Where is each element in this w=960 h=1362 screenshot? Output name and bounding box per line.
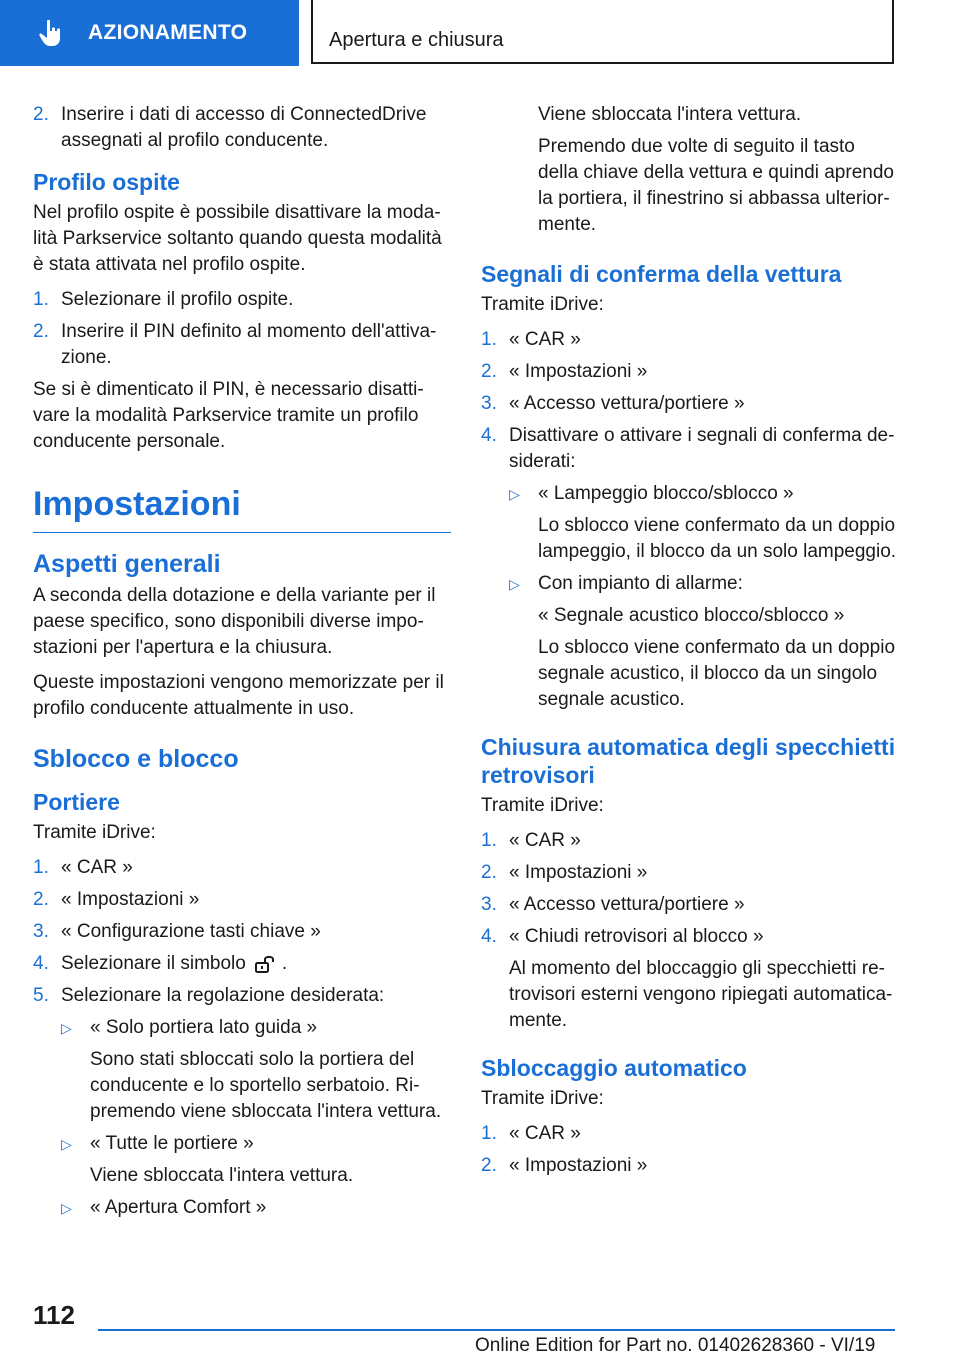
step-text: « CAR » (509, 329, 581, 350)
option-item (61, 1015, 451, 1041)
step-text: « Impostazioni » (509, 1155, 648, 1176)
option-description: Viene sbloccata l'intera vettura. (90, 1165, 354, 1186)
list-item (481, 423, 897, 475)
step-number: 2. (481, 862, 497, 883)
mirror-description: Al momento del bloccaggio gli specchietti retrovisori esterni vengono ripiegati automaticamente. (509, 958, 893, 1031)
step-number: 2. (33, 104, 49, 125)
auto-intro: Tramite iDrive: (481, 1088, 604, 1109)
step-text: Selezionare la regolazione desiderata: (61, 985, 385, 1006)
step-number: 1. (481, 1123, 497, 1144)
guest-paragraph: Nel profilo ospite è possibile disattivare la modalità Parkservice soltanto quando questa modalità è stata attivata nel profilo ospite. (33, 202, 442, 275)
list-item (481, 359, 897, 385)
step-number: 3. (33, 921, 49, 942)
option-item (509, 571, 897, 597)
option-label: « Tutte le portiere » (90, 1133, 254, 1154)
list-item (33, 887, 451, 913)
step-text-suffix: . (281, 953, 288, 974)
list-item (481, 1121, 897, 1147)
step-text: « Impostazioni » (61, 889, 200, 910)
list-item (33, 102, 451, 154)
page-header (0, 0, 960, 66)
section-title: Apertura e chiusura (329, 29, 504, 51)
option-description: Viene sbloccata l'intera vettura. (538, 104, 802, 125)
list-item (33, 951, 451, 977)
step-text: « Accesso vettura/portiere » (509, 894, 745, 915)
step-text: « Chiudi retrovisori al blocco » (509, 926, 764, 947)
step-text: « Impostazioni » (509, 361, 648, 382)
general-paragraph-1: A seconda della dotazione e della variante per il paese specifico, sono disponibili diverse impostazioni per l'apertura e la chiusura. (33, 585, 436, 658)
option-description: Lo sblocco viene confermato da un doppio segnale acustico, il blocco da un singolo segnale acustico. (538, 637, 896, 710)
step-text: Disattivare o attivare i segnali di conferma desiderati: (509, 425, 895, 472)
step-text (61, 951, 451, 977)
edition-note: Online Edition for Part no. 01402628360 - VI/19 (475, 1335, 876, 1356)
step-number: 4. (481, 425, 497, 446)
step-number: 1. (481, 329, 497, 350)
chapter-label: AZIONAMENTO (88, 21, 248, 44)
section-tab (311, 0, 894, 64)
unlocked-padlock-icon (254, 954, 276, 974)
triangle-bullet-icon: ▷ (61, 1136, 72, 1152)
list-item (481, 1153, 897, 1179)
list-item (481, 828, 897, 854)
main-heading: Impostazioni (33, 485, 451, 533)
mirror-intro: Tramite iDrive: (481, 795, 604, 816)
step-number: 5. (33, 985, 49, 1006)
step-text: « CAR » (509, 1123, 581, 1144)
step-text: Selezionare il profilo ospite. (61, 289, 294, 310)
option-description: Sono stati sbloccati solo la portiera del conducente e lo sportello serbatoio. Ripremendo viene sbloccata l'intera vettura. (90, 1049, 442, 1122)
list-item (481, 860, 897, 886)
step-text: Inserire il PIN definito al momento dell'attivazione. (61, 321, 437, 368)
list-item (33, 983, 451, 1009)
step-number: 4. (33, 953, 49, 974)
list-item (33, 319, 451, 371)
triangle-bullet-icon: ▷ (509, 486, 520, 502)
doors-heading: Portiere (33, 789, 120, 815)
list-item (33, 855, 451, 881)
step-text: « Configurazione tasti chiave » (61, 921, 321, 942)
list-item (33, 919, 451, 945)
footer-divider (98, 1329, 895, 1331)
list-item (33, 287, 451, 313)
step-number: 1. (33, 857, 49, 878)
step-number: 3. (481, 894, 497, 915)
general-paragraph-2: Queste impostazioni vengono memorizzate per il profilo conducente attualmente in uso. (33, 672, 444, 719)
step-text: « Impostazioni » (509, 862, 648, 883)
option-label: « Lampeggio blocco/sblocco » (538, 483, 794, 504)
guest-paragraph-2: Se si è dimenticato il PIN, è necessario disattivare la modalità Parkservice tramite un profilo conducente personale. (33, 379, 424, 452)
step-number: 3. (481, 393, 497, 414)
step-number: 2. (33, 889, 49, 910)
option-description: Lo sblocco viene confermato da un doppio lampeggio, il blocco da un solo lampeggio. (538, 515, 897, 562)
step-text: « Accesso vettura/portiere » (509, 393, 745, 414)
list-item (481, 892, 897, 918)
option-item (61, 1131, 451, 1157)
list-item (481, 327, 897, 353)
guest-profile-heading: Profilo ospite (33, 169, 180, 195)
option-label: « Apertura Comfort » (90, 1197, 267, 1218)
left-column (33, 102, 451, 1227)
triangle-bullet-icon: ▷ (509, 576, 520, 592)
option-item (509, 481, 897, 507)
chapter-tab (0, 0, 299, 66)
step-text: « CAR » (61, 857, 133, 878)
step-number: 1. (481, 830, 497, 851)
step-number: 2. (481, 1155, 497, 1176)
step-text: « CAR » (509, 830, 581, 851)
step-text-label: Selezionare il simbolo (61, 953, 246, 974)
general-heading: Aspetti generali (33, 550, 221, 578)
option-label: « Solo portiera lato guida » (90, 1017, 318, 1038)
step-number: 1. (33, 289, 49, 310)
mirror-heading: Chiusura automatica degli specchietti retrovisori (481, 734, 896, 788)
list-item (481, 924, 897, 950)
page-number: 112 (33, 1300, 75, 1330)
step-number: 2. (33, 321, 49, 342)
unlock-lock-heading: Sblocco e blocco (33, 745, 239, 773)
option-item (61, 1195, 451, 1221)
option-label: Con impianto di allarme: (538, 573, 743, 594)
doors-intro: Tramite iDrive: (33, 822, 156, 843)
option-description: Premendo due volte di seguito il tasto della chiave della vettura e quindi aprendo la portiera, il finestrino si abbassa ulteriormente. (538, 136, 894, 235)
list-item (481, 391, 897, 417)
step-number: 2. (481, 361, 497, 382)
option-detail: « Segnale acustico blocco/sblocco » (538, 605, 845, 626)
step-number: 4. (481, 926, 497, 947)
step-text: Inserire i dati di accesso di ConnectedDrive assegnati al profilo conducente. (61, 104, 427, 151)
triangle-bullet-icon: ▷ (61, 1020, 72, 1036)
triangle-bullet-icon: ▷ (61, 1200, 72, 1216)
right-column (481, 102, 897, 1185)
confirm-signals-heading: Segnali di conferma della vettura (481, 261, 842, 287)
pointing-hand-icon (36, 18, 66, 48)
auto-unlock-heading: Sbloccaggio automatico (481, 1055, 747, 1081)
confirm-intro: Tramite iDrive: (481, 294, 604, 315)
